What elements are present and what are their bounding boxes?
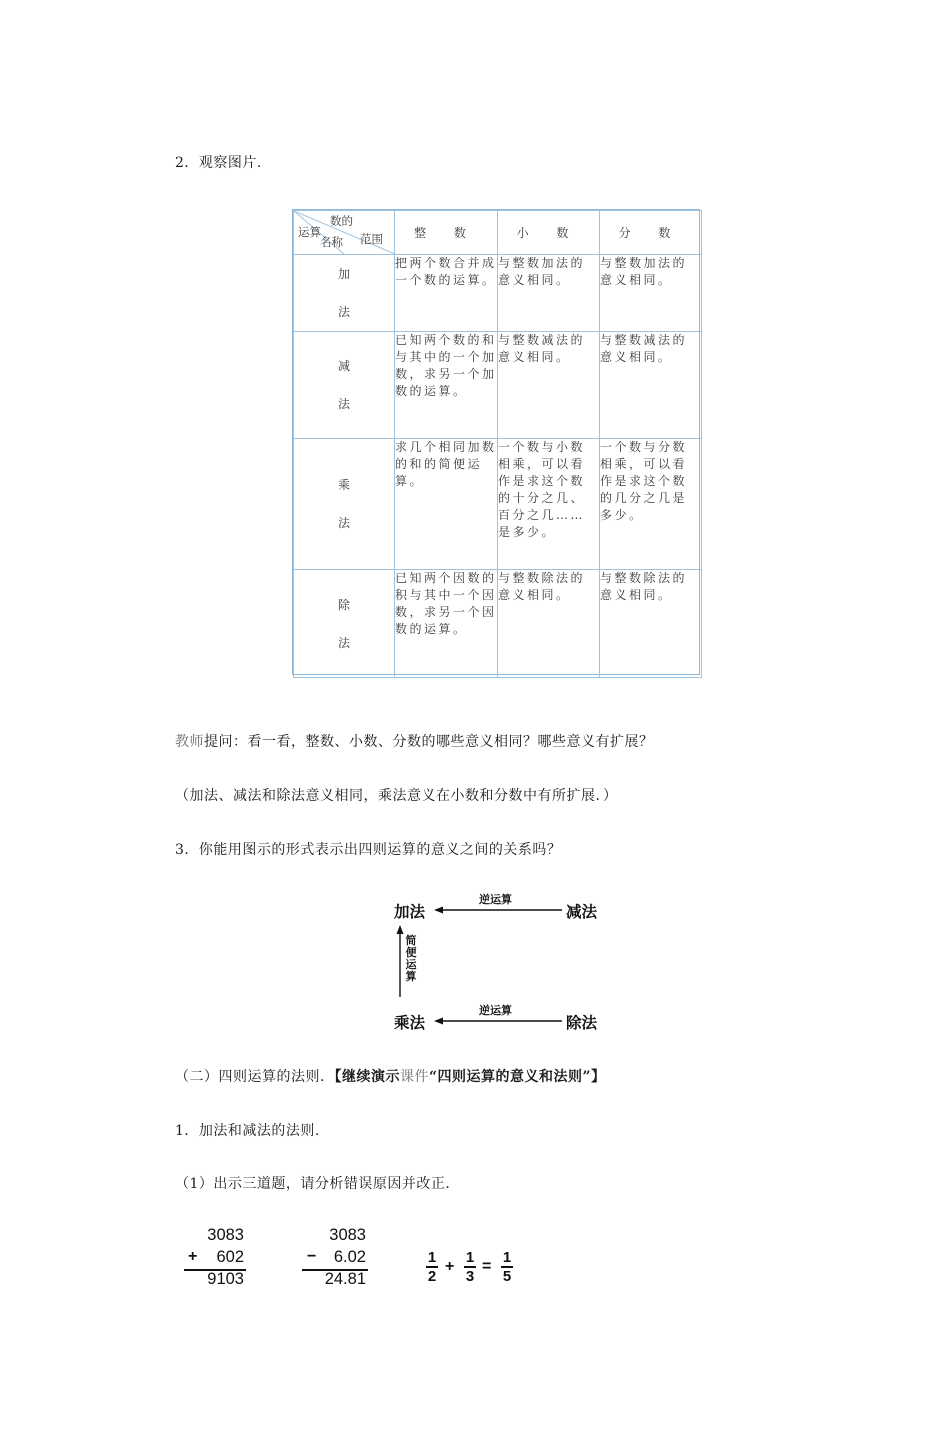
node-subtraction: 减法: [566, 903, 598, 921]
fraction-a-num: 1: [427, 1249, 437, 1266]
row-label-subtraction: [294, 332, 395, 439]
operations-meaning-table: [292, 209, 700, 675]
cell-integer: 把两个数合并成一个数的运算。: [395, 255, 498, 332]
shortcut-label: [404, 935, 418, 983]
table-row: [294, 255, 702, 332]
corner-label-left: 运算: [298, 225, 321, 239]
cell-decimal: 一个数与小数相乘，可以看作是求这个数的十分之几、百分之几……是多少。: [498, 439, 600, 570]
cell-fraction: 与整数减法的意义相同。: [600, 332, 702, 439]
column-header-integer: 整 数: [395, 211, 498, 255]
p2-bottom: 6.02: [333, 1248, 366, 1266]
row-label-multiplication: [294, 439, 395, 570]
column-header-decimal: 小 数: [498, 211, 600, 255]
table-corner-cell: [294, 211, 395, 255]
node-addition: 加法: [394, 903, 426, 921]
p2-top: 3083: [329, 1226, 366, 1244]
fraction-b: [463, 1249, 477, 1285]
rule-1-heading: 1．加法和减法的法则.: [175, 1123, 320, 1139]
row-label-char: 除: [337, 597, 350, 612]
p1-top: 3083: [207, 1226, 244, 1244]
cell-integer: 已知两个因数的积与其中一个因数，求另一个因数的运算。: [395, 570, 498, 678]
row-label-addition: [294, 255, 395, 332]
p2-operands: [318, 1224, 366, 1268]
p1-result: 9103: [207, 1270, 244, 1288]
row-label-char: 减: [337, 359, 350, 373]
answer-text: （加法、减法和除法意义相同，乘法意义在小数和分数中有所扩展．）: [175, 788, 618, 804]
cell-decimal: 与整数除法的意义相同。: [498, 570, 600, 678]
row-label-char: 乘: [337, 478, 350, 492]
table-row: [294, 439, 702, 570]
fraction-b-num: 1: [465, 1249, 475, 1266]
fraction-plus: +: [445, 1258, 455, 1275]
fraction-c: [500, 1249, 514, 1285]
section-2-courseware-title: “四则运算的意义和法则”】: [429, 1069, 606, 1085]
fraction-a: [425, 1249, 439, 1285]
table-row: [294, 570, 702, 678]
p1-result-box: [200, 1268, 244, 1290]
inverse-label-top: 逆运算: [479, 893, 512, 906]
row-label-char: 法: [337, 516, 350, 530]
teacher-label: 教师: [175, 734, 204, 750]
section-2-demo: 【继续演示: [334, 1069, 400, 1085]
corner-label-right: 范围: [360, 232, 383, 246]
cell-decimal: 与整数加法的意义相同。: [498, 255, 600, 332]
inverse-label-bottom: 逆运算: [479, 1004, 512, 1017]
row-label-char: 法: [337, 635, 350, 650]
fraction-b-den: 3: [465, 1267, 475, 1285]
row-label-division: [294, 570, 395, 678]
section-2-title: （二）四则运算的法则．: [175, 1069, 335, 1085]
row-label-char: 法: [337, 305, 350, 319]
cell-decimal: 与整数减法的意义相同。: [498, 332, 600, 439]
fraction-a-den: 2: [427, 1267, 437, 1285]
p2-operator: −: [307, 1248, 317, 1265]
teacher-question: [175, 731, 654, 751]
corner-label-top: 数的: [330, 214, 353, 228]
cell-integer: 已知两个数的和与其中的一个加数，求另一个加数的运算。: [395, 332, 498, 439]
section-2-courseware: 课件: [400, 1069, 429, 1085]
task-1-text: （1）出示三道题，请分析错误原因并改正.: [175, 1176, 451, 1192]
shortcut-char: 算: [405, 970, 417, 983]
cell-fraction: 与整数加法的意义相同。: [600, 255, 702, 332]
row-label-char: 法: [337, 397, 350, 411]
node-division: 除法: [566, 1014, 598, 1032]
fraction-c-den: 5: [502, 1267, 512, 1285]
shortcut-char: 运: [405, 958, 417, 971]
observe-heading: 2．观察图片.: [175, 155, 262, 171]
column-header-fraction: 分 数: [600, 211, 702, 255]
node-multiplication: 乘法: [394, 1014, 426, 1032]
fraction-c-num: 1: [502, 1249, 512, 1266]
p2-result: 24.81: [324, 1270, 366, 1288]
shortcut-char: 便: [405, 946, 417, 959]
fraction-equals: =: [482, 1258, 492, 1275]
section-2-heading: [175, 1066, 606, 1086]
table-row: [294, 332, 702, 439]
p1-bottom: 602: [216, 1248, 244, 1266]
corner-label-middle: 名称: [320, 235, 343, 249]
p1-operator: +: [188, 1248, 198, 1265]
row-label-char: 加: [337, 267, 350, 281]
question-text: 提问：看一看，整数、小数、分数的哪些意义相同？哪些意义有扩展？: [204, 734, 654, 750]
operations-relation-diagram: [390, 885, 620, 1035]
p1-operands: [200, 1224, 244, 1268]
cell-fraction: 一个数与分数相乘，可以看作是求这个数的几分之几是多少。: [600, 439, 702, 570]
cell-integer: 求几个相同加数的和的简便运算。: [395, 439, 498, 570]
p2-result-box: [318, 1268, 366, 1290]
cell-fraction: 与整数除法的意义相同。: [600, 570, 702, 678]
question-3: 3．你能用图示的形式表示出四则运算的意义之间的关系吗？: [175, 842, 562, 858]
shortcut-char: 简: [405, 934, 417, 947]
